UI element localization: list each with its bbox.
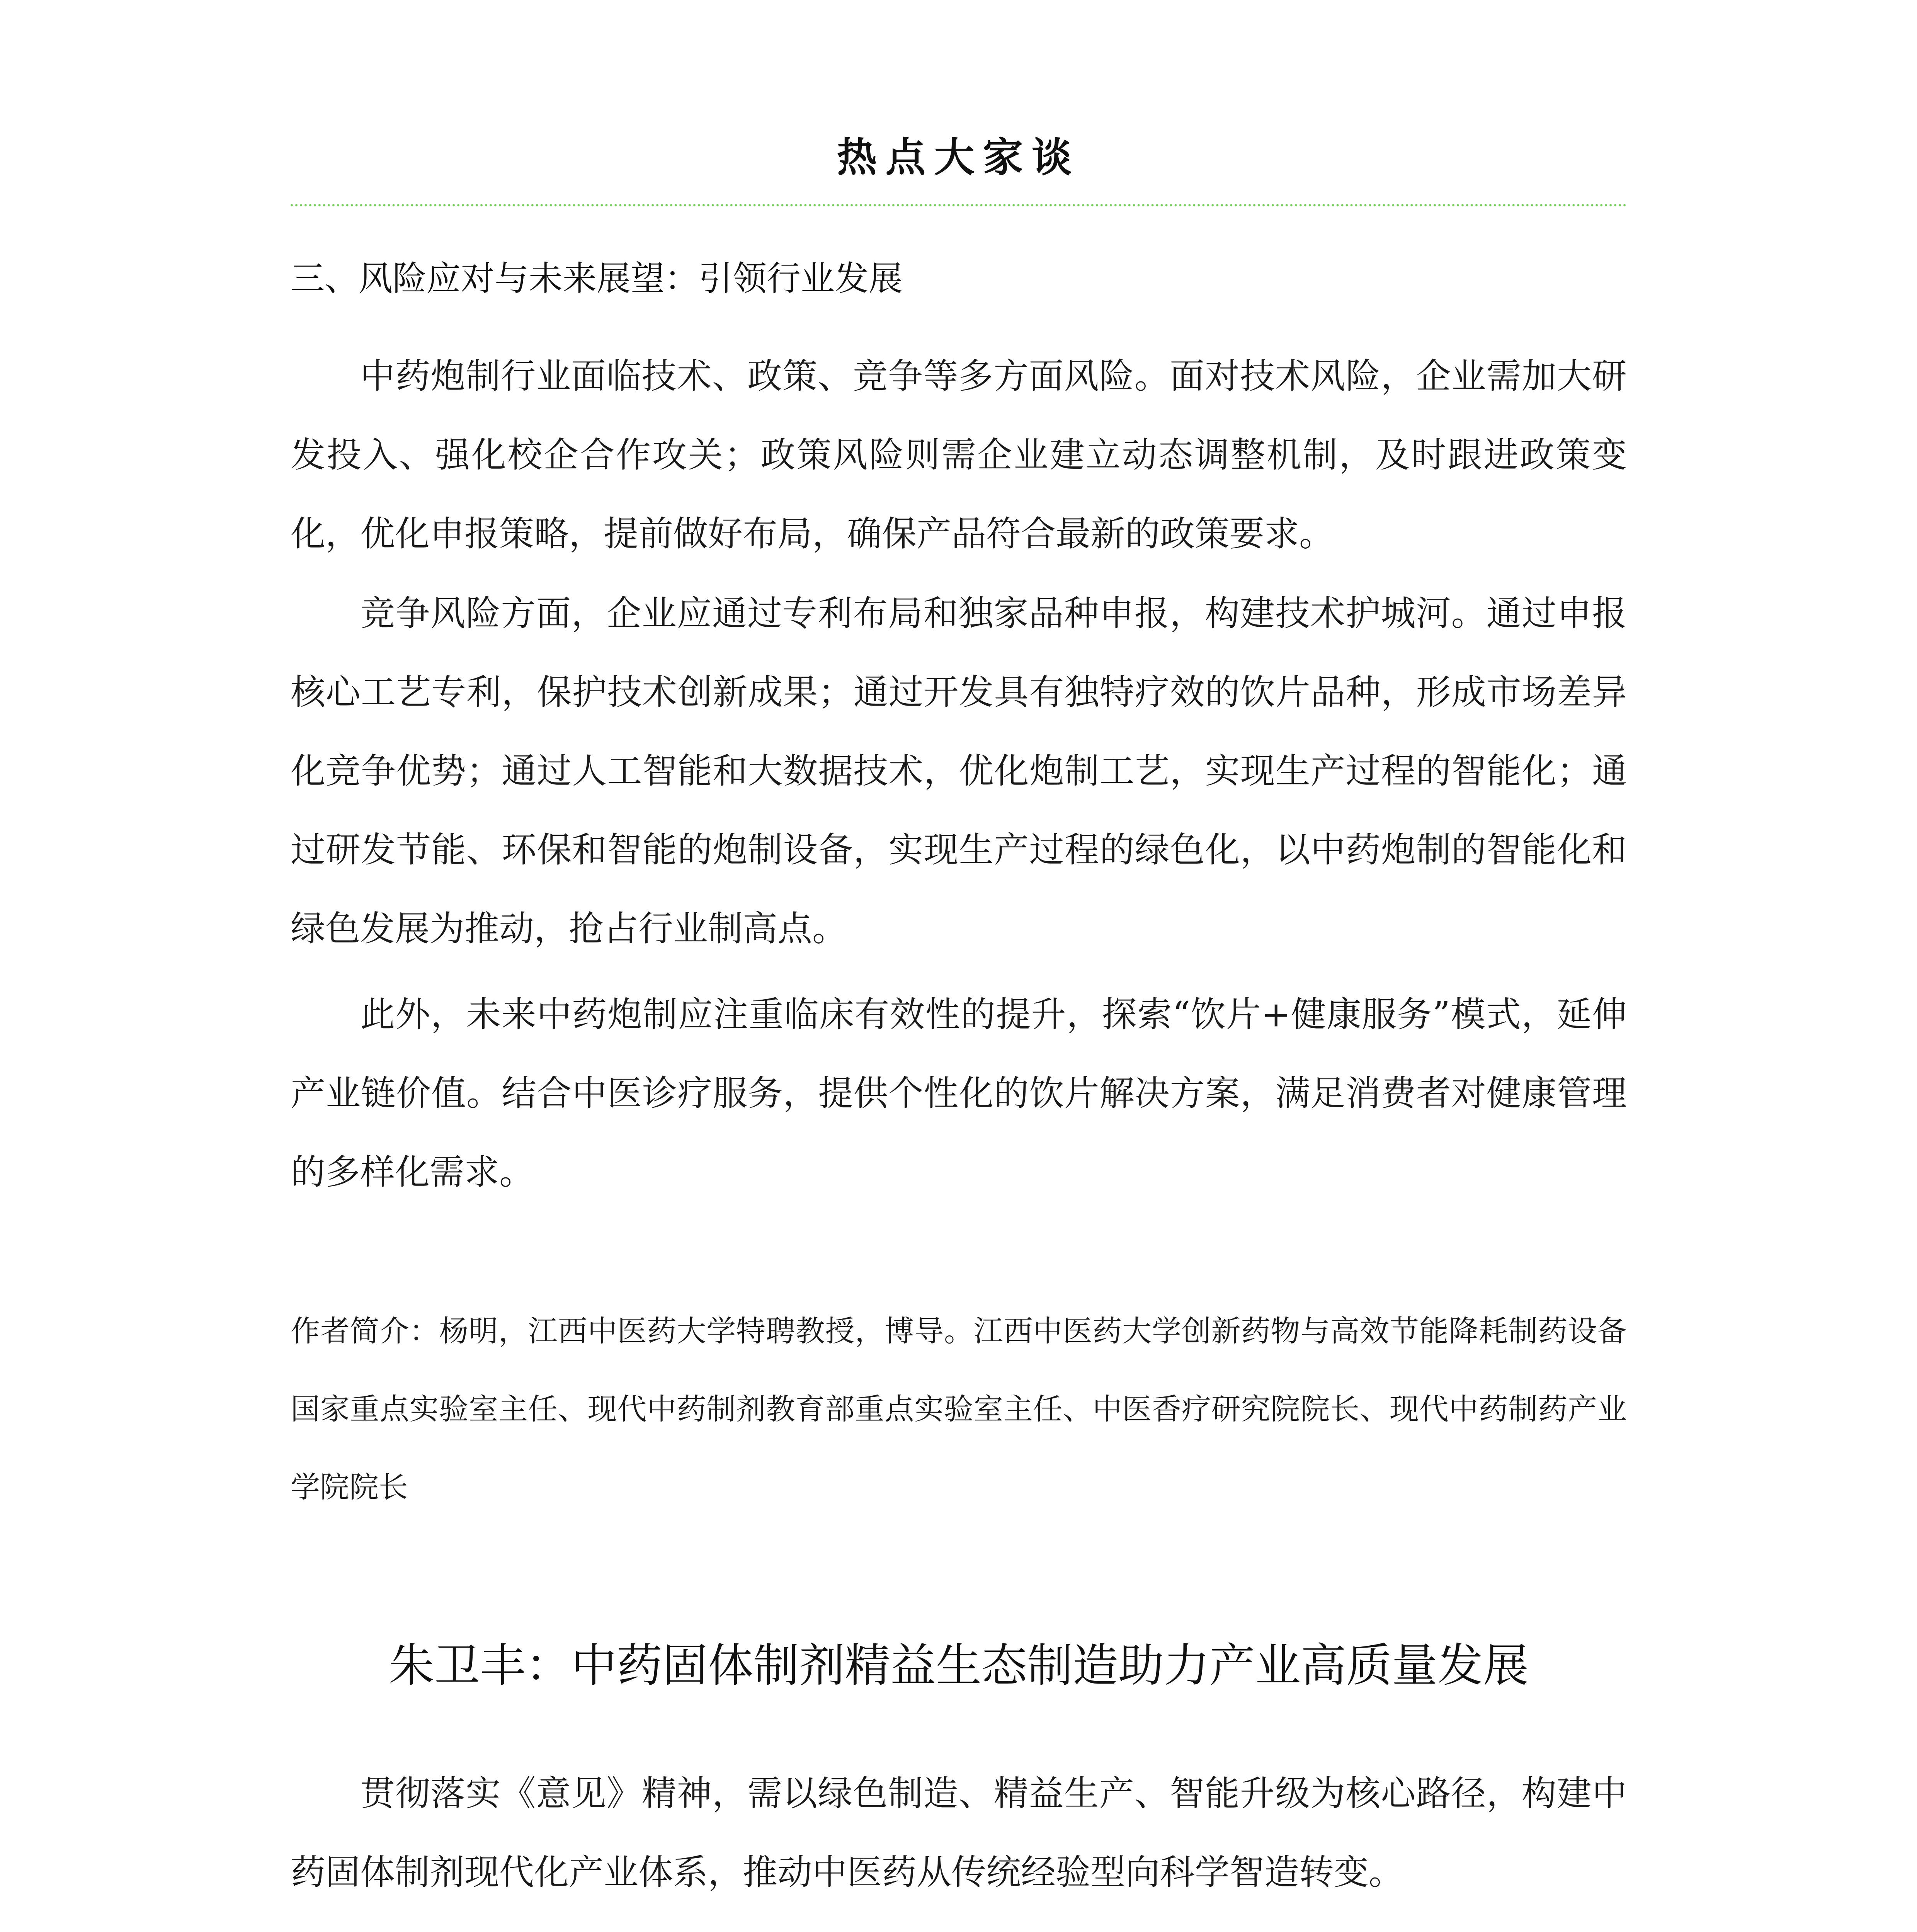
article-title: 朱卫丰：中药固体制剂精益生态制造助力产业高质量发展	[388, 1639, 1529, 1692]
section-3-paragraph-2: 竞争风险方面，企业应通过专利布局和独家品种申报，构建技术护城河。通过申报核心工艺专利，保护技术创新成果；通过开发具有独特疗效的饮片品种，形成市场差异化竞争优势；通过人工智能和大数据技术，优化炮制工艺，实现生产过程的智能化；通过研发节能、环保和智能的炮制设备，实现生产过程的绿色化，以中药炮制的智能化和绿色发展为推动，抢占行业制高点。	[291, 593, 1627, 949]
page-header-title: 热点大家谈	[837, 134, 1080, 181]
header-divider	[291, 204, 1627, 206]
section-3-paragraph-3: 此外，未来中药炮制应注重临床有效性的提升，探索“饮片+健康服务”模式，延伸产业链价值。结合中医诊疗服务，提供个性化的饮片解决方案，满足消费者对健康管理的多样化需求。	[291, 994, 1627, 1192]
section-3-paragraph-1: 中药炮制行业面临技术、政策、竞争等多方面风险。面对技术风险，企业需加大研发投入、强化校企合作攻关；政策风险则需企业建立动态调整机制，及时跟进政策变化，优化申报策略，提前做好布局，确保产品符合最新的政策要求。	[291, 356, 1627, 554]
author-bio: 作者简介：杨明，江西中医药大学特聘教授，博导。江西中医药大学创新药物与高效节能降耗制药设备国家重点实验室主任、现代中药制剂教育部重点实验室主任、中医香疗研究院院长、现代中药制药产业学院院长	[291, 1314, 1627, 1504]
section-3-heading: 三、风险应对与未来展望：引领行业发展	[291, 259, 903, 298]
article-intro: 贯彻落实《意见》精神，需以绿色制造、精益生产、智能升级为核心路径，构建中药固体制剂现代化产业体系，推动中医药从传统经验型向科学智造转变。	[291, 1773, 1627, 1893]
